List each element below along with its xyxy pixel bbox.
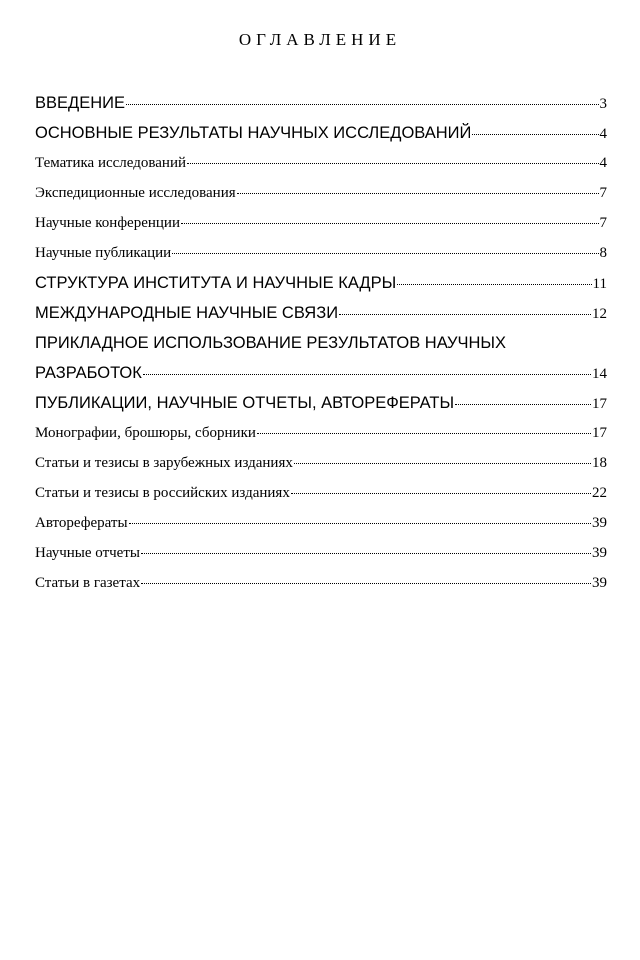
toc-entry-applied-line1: ПРИКЛАДНОЕ ИСПОЛЬЗОВАНИЕ РЕЗУЛЬТАТОВ НАУЧНЫХ — [35, 334, 507, 352]
toc-entry-page: 4 — [599, 155, 607, 171]
toc-entry-label: Научные конференции — [35, 215, 180, 231]
toc-entry-label: Экспедиционные исследования — [35, 185, 236, 201]
dot-leader — [141, 553, 591, 554]
dot-leader — [397, 284, 591, 285]
toc-entry-label: Статьи и тезисы в зарубежных изданиях — [35, 455, 293, 471]
toc-entry-page: 14 — [592, 366, 607, 382]
toc-entry-label: СТРУКТУРА ИНСТИТУТА И НАУЧНЫЕ КАДРЫ — [35, 274, 397, 292]
toc-entry-conferences — [35, 208, 607, 238]
toc-entry-abstracts — [35, 508, 607, 538]
toc-entry-label: Статьи в газетах — [35, 575, 141, 591]
toc-entry-newspapers — [35, 568, 607, 598]
table-of-contents — [35, 88, 607, 598]
toc-entry-main-results — [35, 118, 607, 148]
toc-entry-page: 39 — [592, 575, 607, 591]
toc-entry-label: РАЗРАБОТОК — [35, 364, 142, 382]
toc-entry-publications — [35, 238, 607, 268]
toc-entry-label: Статьи и тезисы в российских изданиях — [35, 485, 290, 501]
toc-entry-label: ОСНОВНЫЕ РЕЗУЛЬТАТЫ НАУЧНЫХ ИССЛЕДОВАНИЙ — [35, 124, 472, 142]
toc-entry-label: МЕЖДУНАРОДНЫЕ НАУЧНЫЕ СВЯЗИ — [35, 304, 339, 322]
toc-entry-reports — [35, 538, 607, 568]
toc-entry-expeditions — [35, 178, 607, 208]
dot-leader — [143, 374, 591, 375]
toc-entry-page: 11 — [592, 276, 607, 292]
toc-entry-applied — [35, 358, 607, 388]
toc-entry-label: ПУБЛИКАЦИИ, НАУЧНЫЕ ОТЧЕТЫ, АВТОРЕФЕРАТЫ — [35, 394, 455, 412]
toc-entry-page: 7 — [599, 215, 607, 231]
toc-entry-page: 12 — [592, 306, 607, 322]
page-title: ОГЛАВЛЕНИЕ — [238, 30, 402, 49]
toc-entry-page: 17 — [592, 396, 607, 412]
dot-leader — [237, 193, 599, 194]
toc-entry-publications-reports — [35, 388, 607, 418]
toc-entry-foreign-articles — [35, 448, 607, 478]
toc-entry-page: 39 — [592, 515, 607, 531]
toc-entry-monographs — [35, 418, 607, 448]
toc-entry-structure — [35, 268, 607, 298]
dot-leader — [129, 523, 591, 524]
toc-entry-page: 22 — [592, 485, 607, 501]
toc-entry-label: Монографии, брошюры, сборники — [35, 425, 256, 441]
toc-entry-page: 3 — [599, 96, 607, 112]
toc-entry-label: Научные отчеты — [35, 545, 140, 561]
toc-entry-page: 4 — [599, 126, 607, 142]
toc-entry-russian-articles — [35, 478, 607, 508]
dot-leader — [181, 223, 599, 224]
dot-leader — [291, 493, 591, 494]
toc-entry-research-topics — [35, 148, 607, 178]
toc-entry-label: Авторефераты — [35, 515, 128, 531]
dot-leader — [187, 163, 598, 164]
toc-entry-label: ВВЕДЕНИЕ — [35, 94, 125, 112]
toc-entry-page: 39 — [592, 545, 607, 561]
toc-entry-page: 8 — [599, 245, 607, 261]
toc-entry-introduction — [35, 88, 607, 118]
toc-entry-international — [35, 298, 607, 328]
dot-leader — [472, 134, 598, 135]
toc-entry-page: 17 — [592, 425, 607, 441]
toc-entry-page: 7 — [599, 185, 607, 201]
toc-entry-page: 18 — [592, 455, 607, 471]
dot-leader — [172, 253, 598, 254]
dot-leader — [257, 433, 591, 434]
dot-leader — [294, 463, 591, 464]
dot-leader — [455, 404, 591, 405]
toc-entry-label: Научные публикации — [35, 245, 172, 261]
dot-leader — [126, 104, 599, 105]
dot-leader — [141, 583, 591, 584]
toc-entry-label: Тематика исследований — [35, 155, 187, 171]
dot-leader — [339, 314, 591, 315]
